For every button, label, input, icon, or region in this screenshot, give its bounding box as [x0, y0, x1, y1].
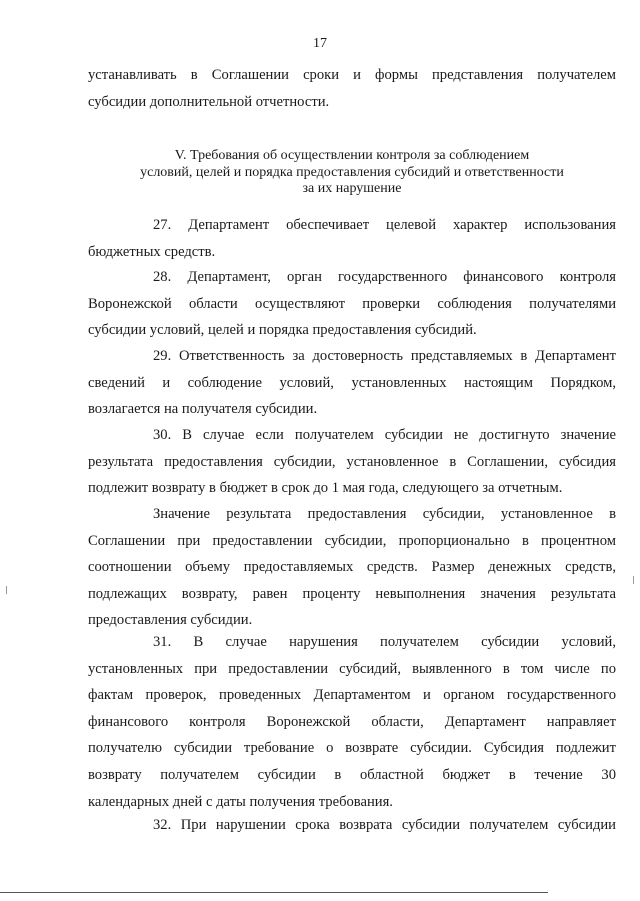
section-heading	[88, 148, 616, 198]
text-line: субсидии условий, целей и порядка предоставления субсидий.	[88, 322, 477, 339]
text-line: установленных при предоставлении субсидий, выявленного в том числе по	[88, 660, 616, 677]
text-line: бюджетных средств.	[88, 243, 216, 260]
scan-edge-mark	[633, 576, 634, 584]
text-line: возлагается на получателя субсидии.	[88, 401, 318, 418]
text-line: 28. Департамент, орган государственного финансового контроля	[153, 269, 616, 285]
heading-line: условий, целей и порядка предоставления субсидий и ответственности	[140, 164, 564, 180]
bottom-rule	[0, 892, 548, 893]
paragraph-27	[88, 212, 616, 265]
text-line: Соглашении при предоставлении субсидии, пропорционально в процентном	[88, 532, 616, 549]
scan-edge-mark	[6, 586, 7, 594]
text-line: 31. В случае нарушения получателем субсидии условий,	[153, 634, 616, 650]
text-line: финансового контроля Воронежской области, Департамент направляет	[88, 713, 616, 730]
heading-line: за их нарушение	[302, 181, 402, 196]
heading-line: V. Требования об осуществлении контроля за соблюдением	[174, 148, 530, 163]
text-line: 27. Департамент обеспечивает целевой характер использования	[153, 217, 616, 233]
text-line: Значение результата предоставления субсидии, установленное в	[153, 506, 616, 522]
text-line: получателю субсидии требование о возврате субсидии. Субсидия подлежит	[88, 740, 616, 757]
text-line: подлежащих возврату, равен проценту невыполнения значения результата	[88, 585, 616, 602]
paragraph-31	[88, 629, 616, 815]
text-line: устанавливать в Соглашении сроки и формы представления получателем	[88, 67, 616, 83]
text-line: 30. В случае если получателем субсидии не достигнуто значение	[153, 427, 616, 443]
paragraph-28	[88, 264, 616, 344]
text-line: предоставления субсидии.	[88, 612, 253, 629]
text-line: возврату получателем субсидии в областной бюджет в течение 30	[88, 766, 616, 783]
page-number: 17	[313, 36, 327, 51]
intro-paragraph	[88, 62, 616, 115]
text-line: календарных дней с даты получения требования.	[88, 793, 393, 810]
paragraph-29	[88, 343, 616, 423]
text-line: Воронежской области осуществляют проверки соблюдения получателями	[88, 295, 616, 312]
text-line: 32. При нарушении срока возврата субсидии получателем субсидии	[153, 817, 616, 833]
text-line: подлежит возврату в бюджет в срок до 1 мая года, следующего за отчетным.	[88, 480, 563, 497]
text-line: фактам проверок, проведенных Департаментом и органом государственного	[88, 687, 616, 704]
paragraph-30-continued	[88, 501, 616, 634]
text-line: субсидии дополнительной отчетности.	[88, 93, 330, 110]
paragraph-30	[88, 422, 616, 502]
text-line: 29. Ответственность за достоверность представляемых в Департамент	[153, 348, 616, 364]
paragraph-32	[88, 812, 616, 839]
text-line: результата предоставления субсидии, установленное в Соглашении, субсидия	[88, 453, 616, 470]
text-line: сведений и соблюдение условий, установленных настоящим Порядком,	[88, 374, 616, 391]
text-line: соотношении объему предоставляемых средств. Размер денежных средств,	[88, 559, 616, 576]
